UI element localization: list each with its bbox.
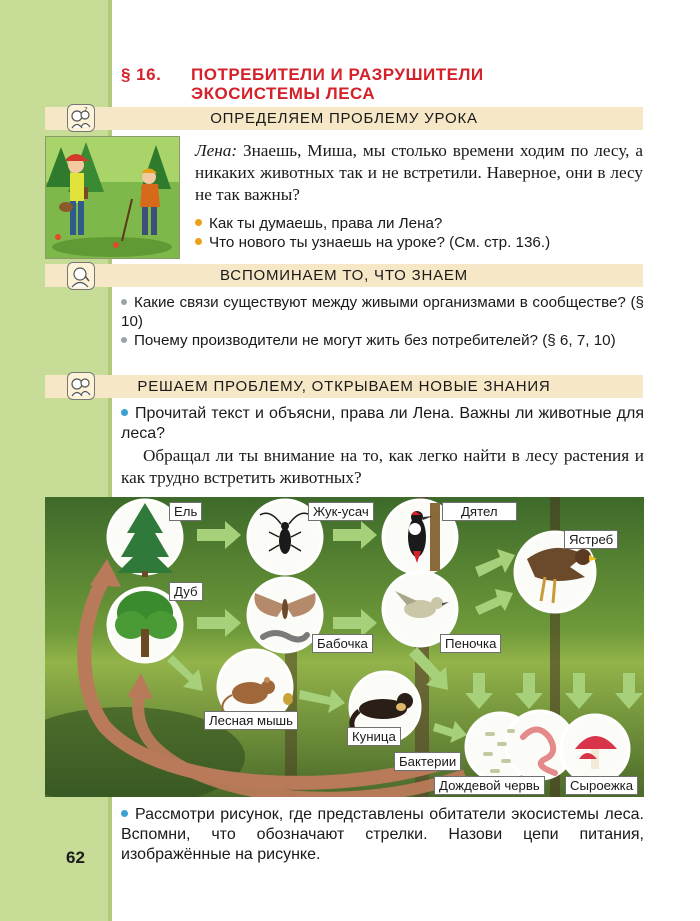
- section-bar-label: ОПРЕДЕЛЯЕМ ПРОБЛЕМУ УРОКА: [210, 110, 478, 127]
- dialogue-paragraph: [195, 140, 643, 206]
- label-woodpecker: Дятел: [442, 502, 517, 521]
- section-title: [121, 65, 484, 103]
- problem-questions: [195, 214, 645, 252]
- label-mushroom: Сыроежка: [565, 776, 638, 795]
- label-spruce: Ель: [169, 502, 202, 521]
- dialogue-text: Знаешь, Миша, мы столько времени ходим по лесу, а никаких животных так и не встретили. Наверное, они в лесу не так важны?: [195, 141, 643, 204]
- section-bar-label: РЕШАЕМ ПРОБЛЕМУ, ОТКРЫВАЕМ НОВЫЕ ЗНАНИЯ: [137, 378, 551, 395]
- bullet-icon: [195, 219, 202, 226]
- forest-food-web-diagram: [45, 497, 644, 797]
- dialogue-speaker: Лена:: [195, 141, 238, 160]
- label-hawk: Ястреб: [564, 530, 618, 549]
- page-number: 62: [66, 848, 85, 867]
- title-line-2: ЭКОСИСТЕМЫ ЛЕСА: [191, 84, 376, 103]
- svg-text:?: ?: [84, 106, 88, 114]
- section-bar-recall: [45, 264, 643, 287]
- thinking-kids-icon: [67, 372, 95, 400]
- solve-paragraph: Обращал ли ты внимание на то, как легко найти в лесу растения и как трудно встретить животных?: [121, 446, 644, 487]
- section-bar-problem: [45, 107, 643, 130]
- thinking-head-icon: [67, 262, 95, 290]
- recall-questions: [121, 293, 644, 350]
- section-bar-label: ВСПОМИНАЕМ ТО, ЧТО ЗНАЕМ: [220, 267, 468, 284]
- bottom-task: Рассмотри рисунок, где представлены обитатели экосистемы леса. Вспомни, что обозначают стрелки. Назови цепи питания, изображённые на рисунке.: [121, 806, 644, 863]
- thinking-kids-icon: [67, 104, 95, 132]
- label-mouse: Лесная мышь: [204, 711, 298, 730]
- section-number: § 16.: [121, 65, 162, 84]
- bullet-icon: [121, 337, 127, 343]
- list-item: Почему производители не могут жить без потребителей? (§ 6, 7, 10): [121, 331, 644, 350]
- label-beetle: Жук-усач: [308, 502, 374, 521]
- list-item: Что нового ты узнаешь на уроке? (См. стр. 136.): [195, 233, 645, 252]
- bullet-icon: [195, 238, 202, 245]
- children-in-forest-illustration: [45, 136, 180, 259]
- label-moth: Бабочка: [312, 634, 373, 653]
- label-earthworm: Дождевой червь: [434, 776, 545, 795]
- bullet-icon: [121, 409, 128, 416]
- list-item: Как ты думаешь, права ли Лена?: [195, 214, 645, 233]
- label-warbler: Пеночка: [440, 634, 501, 653]
- title-line-1: ПОТРЕБИТЕЛИ И РАЗРУШИТЕЛИ: [191, 65, 484, 84]
- bullet-icon: [121, 810, 128, 817]
- label-oak: Дуб: [169, 582, 203, 601]
- bullet-icon: [121, 299, 127, 305]
- label-marten: Куница: [347, 727, 401, 746]
- label-bacteria: Бактерии: [394, 752, 461, 771]
- list-item: Какие связи существуют между живыми организмами в сообществе? (§ 10): [121, 294, 644, 330]
- section-bar-solve: [45, 375, 643, 398]
- solve-task: Прочитай текст и объясни, права ли Лена. Важны ли животные для леса?: [121, 405, 644, 442]
